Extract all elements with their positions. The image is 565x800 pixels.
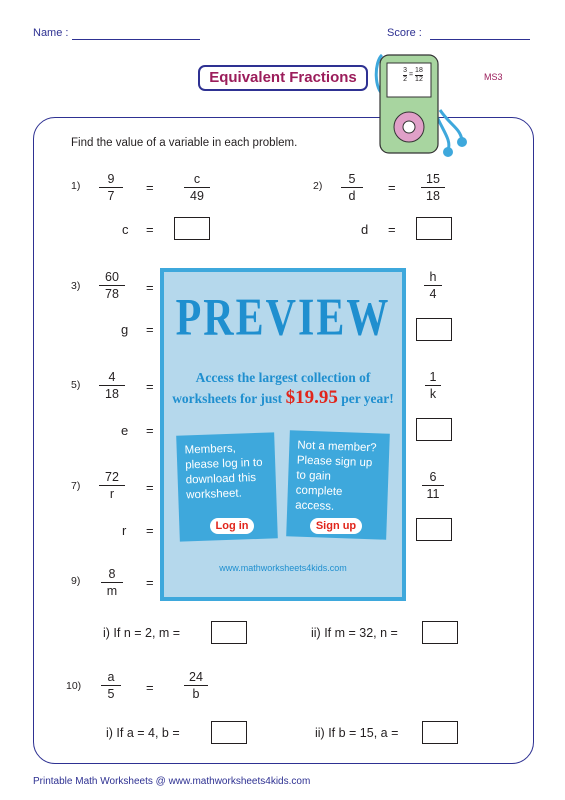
- problem-10-equals: =: [146, 680, 154, 695]
- problem-2-answer-box[interactable]: [416, 217, 452, 240]
- problem-8-answer-box[interactable]: [416, 518, 452, 541]
- problem-5-equals: =: [146, 379, 154, 394]
- preview-line-2: worksheets for just $19.95 per year!: [172, 387, 394, 408]
- preview-overlay: [160, 268, 406, 601]
- problem-7-number: 7): [71, 480, 81, 492]
- problem-3-answer-equals: =: [146, 322, 154, 337]
- problem-10-lhs-fraction: $\frac{a}{5}$: [101, 670, 121, 702]
- problem-2-number: 2): [313, 180, 323, 192]
- problem-6-rhs-fraction: $\frac{1}{k}$: [425, 370, 441, 402]
- problem-2-equals: =: [388, 180, 396, 195]
- name-line: [72, 27, 200, 40]
- members-text: Members, please log in to download this worksheet.: [184, 442, 263, 502]
- problem-3-equals: =: [146, 280, 154, 295]
- problem-9-part-i: i) If n = 2, m =: [103, 626, 181, 640]
- problem-1-variable: c: [122, 222, 129, 237]
- problem-1-number: 1): [71, 180, 81, 192]
- problem-2-answer-equals: =: [388, 222, 396, 237]
- preview-url-link[interactable]: www.mathworksheets4kids.com: [219, 563, 347, 573]
- problem-4-answer-box[interactable]: [416, 318, 452, 341]
- footer-text: Printable Math Worksheets @ www.mathworksheets4kids.com: [33, 776, 311, 787]
- problem-1-answer-equals: =: [146, 222, 154, 237]
- problem-9-equals: =: [146, 575, 154, 590]
- page-title: Equivalent Fractions: [198, 65, 368, 91]
- preview-line-1: Access the largest collection of: [195, 370, 371, 385]
- problem-5-variable: e: [121, 423, 129, 438]
- problem-10-part-i: i) If a = 4, b =: [106, 726, 180, 740]
- score-line: [430, 27, 530, 40]
- problem-2-rhs-fraction: $\frac{15}{18}$: [421, 172, 445, 204]
- problem-10-part-ii: ii) If b = 15, a =: [315, 726, 399, 740]
- preview-title: PREVIEW: [175, 289, 391, 347]
- problem-9-number: 9): [71, 575, 81, 587]
- problem-7-lhs-fraction: $\frac{72}{r}$: [99, 470, 125, 502]
- problem-3-number: 3): [71, 280, 81, 292]
- problem-7-equals: =: [146, 480, 154, 495]
- problem-8-rhs-fraction: $\frac{6}{11}$: [422, 470, 444, 502]
- preview-price: $19.95: [285, 387, 338, 408]
- problem-1-equals: =: [146, 180, 154, 195]
- device-screen: $\frac{3}{2}$ = $\frac{18}{12}$: [403, 67, 423, 83]
- problem-9-part-ii: ii) If m = 32, n =: [311, 626, 398, 640]
- instruction-text: Find the value of a variable in each problem.: [71, 137, 298, 149]
- problem-3-variable: g: [121, 322, 129, 337]
- worksheet-code: MS3: [484, 72, 503, 82]
- problem-1-rhs-fraction: $\frac{c}{49}$: [184, 172, 210, 204]
- problem-4-rhs-fraction: $\frac{h}{4}$: [424, 270, 442, 302]
- preview-message: [164, 368, 402, 409]
- score-label: Score :: [387, 27, 422, 39]
- problem-9-part-i-answer-box[interactable]: [211, 621, 247, 644]
- problem-5-answer-equals: =: [146, 423, 154, 438]
- problem-7-variable: r: [122, 523, 127, 538]
- problem-10-part-ii-answer-box[interactable]: [422, 721, 458, 744]
- problem-1-answer-box[interactable]: [174, 217, 210, 240]
- problem-1-lhs-fraction: $\frac{9}{7}$: [99, 172, 123, 204]
- signup-button[interactable]: Sign up: [310, 518, 362, 534]
- problem-5-number: 5): [71, 379, 81, 391]
- problem-9-lhs-fraction: $\frac{8}{m}$: [101, 567, 123, 599]
- name-label: Name :: [33, 27, 69, 39]
- problem-7-answer-equals: =: [146, 523, 154, 538]
- login-button[interactable]: Log in: [210, 518, 254, 534]
- problem-5-lhs-fraction: $\frac{4}{18}$: [99, 370, 125, 402]
- problem-2-lhs-fraction: $\frac{5}{d}$: [341, 172, 363, 204]
- problem-2-variable: d: [361, 222, 369, 237]
- problem-6-answer-box[interactable]: [416, 418, 452, 441]
- problem-10-number: 10): [66, 680, 82, 692]
- nonmember-text: Not a member? Please sign up to gain complete access.: [295, 439, 377, 513]
- problem-10-rhs-fraction: $\frac{24}{b}$: [184, 670, 208, 702]
- problem-10-part-i-answer-box[interactable]: [211, 721, 247, 744]
- problem-3-lhs-fraction: $\frac{60}{78}$: [99, 270, 125, 302]
- problem-9-part-ii-answer-box[interactable]: [422, 621, 458, 644]
